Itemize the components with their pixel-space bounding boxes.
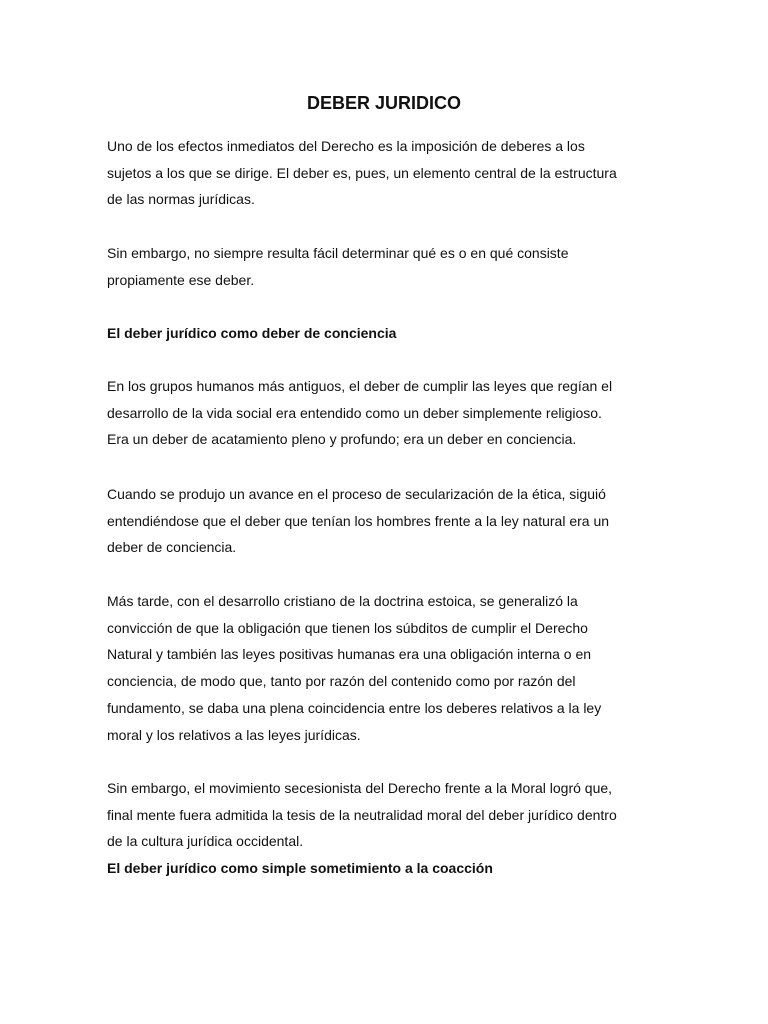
- text-line: Más tarde, con el desarrollo cristiano de la doctrina estoica, se generalizó la: [107, 593, 578, 609]
- paragraph-secularizacion: [107, 481, 667, 561]
- text-line: conciencia, de modo que, tanto por razón del contenido como por razón del: [107, 673, 576, 690]
- text-line: Uno de los efectos inmediatos del Derecho es la imposición de deberes a los: [107, 138, 585, 154]
- text-line: propiamente ese deber.: [107, 271, 255, 288]
- text-line: de las normas jurídicas.: [107, 191, 255, 208]
- paragraph-doctrina-estoica: [107, 588, 667, 748]
- text-line: Cuando se produjo un avance en el proceso de secularización de la ética, siguió: [107, 486, 606, 502]
- text-line: final mente fuera admitida la tesis de la neutralidad moral del deber jurídico dentro: [107, 806, 617, 823]
- paragraph-grupos-humanos: [107, 373, 667, 453]
- text-line: moral y los relativos a las leyes jurídicas.: [107, 726, 361, 743]
- text-line: fundamento, se daba una plena coincidencia entre los deberes relativos a la ley: [107, 699, 602, 716]
- text-line: Natural y también las leyes positivas humanas era una obligación interna o en: [107, 646, 592, 663]
- section-heading-conciencia: El deber jurídico como deber de conciencia: [107, 325, 397, 341]
- text-line: sujetos a los que se dirige. El deber es, pues, un elemento central de la estructura: [107, 164, 617, 181]
- text-line: de la cultura jurídica occidental.: [107, 833, 304, 850]
- document-title: DEBER JURIDICO: [306, 93, 462, 113]
- section-heading-coaccion: El deber jurídico como simple sometimiento a la coacción: [107, 860, 493, 876]
- text-line: deber de conciencia.: [107, 539, 237, 556]
- text-line: desarrollo de la vida social era entendido como un deber simplemente religioso.: [107, 404, 602, 421]
- text-line: entendiéndose que el deber que tenían los hombres frente a la ley natural era un: [107, 512, 610, 529]
- text-line: Sin embargo, no siempre resulta fácil determinar qué es o en qué consiste: [107, 245, 569, 261]
- text-line: Era un deber de acatamiento pleno y profundo; era un deber en conciencia.: [107, 431, 577, 448]
- text-line: En los grupos humanos más antiguos, el deber de cumplir las leyes que regían el: [107, 378, 613, 394]
- text-line: convicción de que la obligación que tienen los súbditos de cumplir el Derecho: [107, 619, 588, 636]
- paragraph-embargo: [107, 240, 667, 293]
- paragraph-intro: [107, 133, 667, 213]
- paragraph-secesionista: [107, 775, 667, 855]
- text-line: Sin embargo, el movimiento secesionista del Derecho frente a la Moral logró que,: [107, 780, 613, 796]
